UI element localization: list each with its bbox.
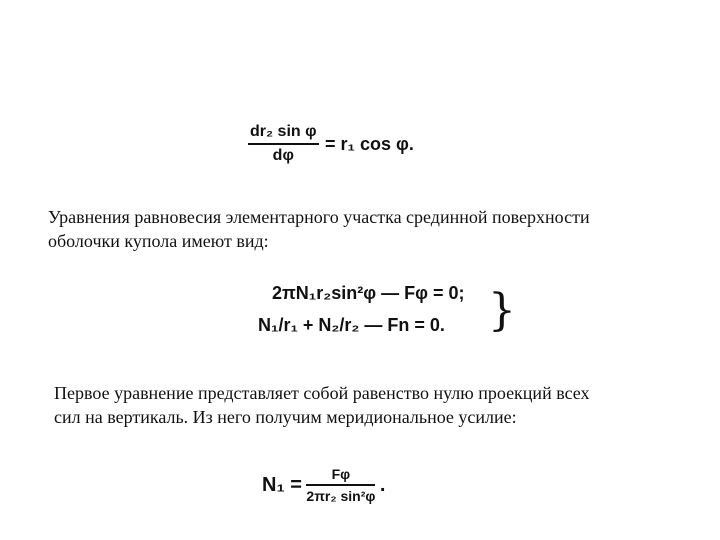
paragraph-1-line-1: Уравнения равновесия элементарного участка срединной поверхности [48,207,590,227]
equation-3-fraction [306,466,375,504]
paragraph-2-line-2: сил на вертикаль. Из него получим меридиональное усилие: [54,407,517,427]
equation-1-denominator: dφ [272,147,294,164]
equation-1-rhs: = r₁ cos φ. [325,133,414,154]
equation-system [258,283,518,347]
system-equation-2: N₁/r₁ + N₂/r₂ — Fn = 0. [258,315,445,335]
paragraph-1-line-2: оболочки купола имеют вид: [48,231,269,251]
equation-3-numerator: Fφ [306,466,375,486]
system-brace: } [488,285,516,336]
paragraph-equilibrium [48,205,590,253]
paragraph-first-equation [54,381,590,429]
equation-3-denominator: 2πr₂ sin²φ [306,488,376,504]
equation-meridional-force [262,466,385,504]
paragraph-2-line-1: Первое уравнение представляет собой равенство нулю проекций всех [54,383,590,403]
equation-1-fraction [248,123,319,165]
equation-1-numerator: dr₂ sin φ [248,123,319,145]
equation-dr2-sin [248,123,414,165]
system-equation-1: 2πN₁r₂sin²φ — Fφ = 0; [272,283,465,303]
equation-3-lhs: N₁ = [262,473,302,496]
equation-3-period: . [379,473,386,496]
